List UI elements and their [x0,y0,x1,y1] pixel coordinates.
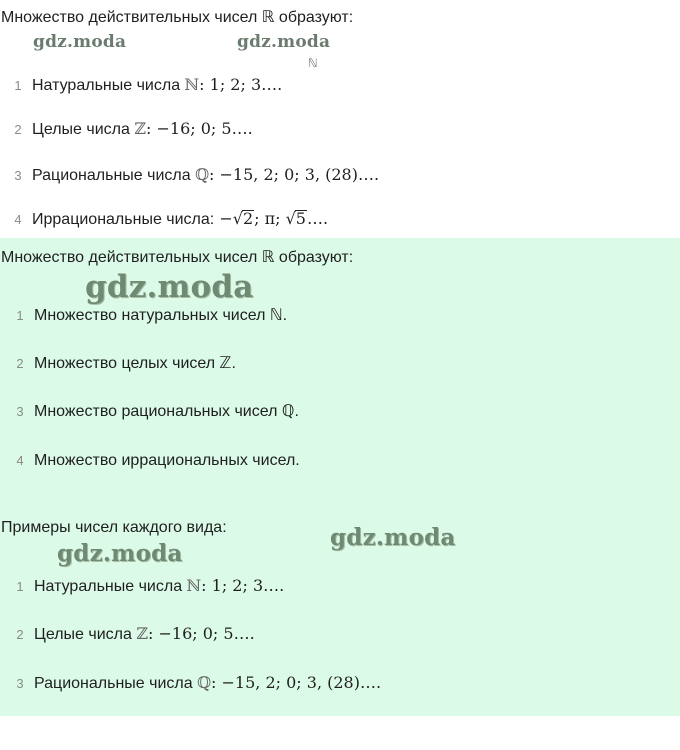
item-text: Множество иррациональных чисел. [34,452,300,469]
item-values: : 1; 2; 3…. [199,75,283,94]
set-symbol: ℕ [186,576,202,595]
item-number: 1 [16,308,24,323]
item-label: Целые числа [34,626,132,643]
item-values: : −15, 2; 0; 3, (28)…. [209,165,380,184]
item-values: : −15, 2; 0; 3, (28)…. [211,673,382,692]
set-symbol: ℤ [134,119,147,138]
list-item [10,164,379,187]
sqrt-value: 5 [295,209,306,228]
item-label: Натуральные числа [34,578,183,595]
set-symbol: ℕ [184,75,200,94]
item-number: 3 [16,676,24,691]
item-values: : −16; 0; 5…. [148,624,255,643]
item-number: 3 [16,404,24,419]
top-heading: Множество действительных чисел ℝ образуют: [1,9,354,26]
sqrt-value: 2 [242,209,254,228]
item-label: Целые числа [32,121,130,138]
item-number: 2 [16,627,24,642]
set-symbol: ℚ [195,165,210,184]
watermark: gdz.moda [33,32,127,52]
list-item [12,305,287,327]
item-number: 1 [16,579,24,594]
item-text: Множество рациональных чисел ℚ. [34,403,299,420]
list-item [12,623,255,646]
clipped-glyph: ℕ [308,56,318,70]
math-minus: − [214,209,233,228]
set-symbol: ℤ [136,624,149,643]
list-item [10,74,282,97]
green-section [0,238,680,716]
item-number: 2 [16,356,24,371]
watermark: gdz.moda [57,540,183,567]
item-number: 3 [14,168,22,183]
list-item [10,118,253,141]
top-section [0,0,680,238]
watermark: gdz.moda [237,32,331,52]
examples-heading: Примеры чисел каждого вида: [1,519,227,536]
list-item [12,353,236,375]
item-values: : 1; 2; 3…. [201,576,285,595]
item-label: Рациональные числа [34,675,193,692]
math-end: …. [306,209,329,228]
item-label: Рациональные числа [32,167,191,184]
item-number: 1 [14,78,22,93]
item-text: Множество целых чисел ℤ. [34,355,236,372]
item-number: 4 [14,212,22,227]
math-mid: ; π; [254,209,286,228]
item-number: 4 [16,453,24,468]
item-label: Натуральные числа [32,77,181,94]
list-item: 4 Иррациональные числа: −√2; π; √5…. [10,208,328,231]
list-item [12,575,284,598]
list-item [12,450,300,472]
item-number: 2 [14,122,22,137]
watermark: gdz.moda [85,269,254,305]
list-item [12,401,299,423]
item-label: Иррациональные числа: [32,211,215,228]
list-item [12,672,381,695]
watermark: gdz.moda [330,524,456,551]
item-values: : −16; 0; 5…. [146,119,253,138]
green-heading: Множество действительных чисел ℝ образуют: [1,249,354,266]
item-text: Множество натуральных чисел ℕ. [34,307,288,324]
set-symbol: ℚ [197,673,212,692]
